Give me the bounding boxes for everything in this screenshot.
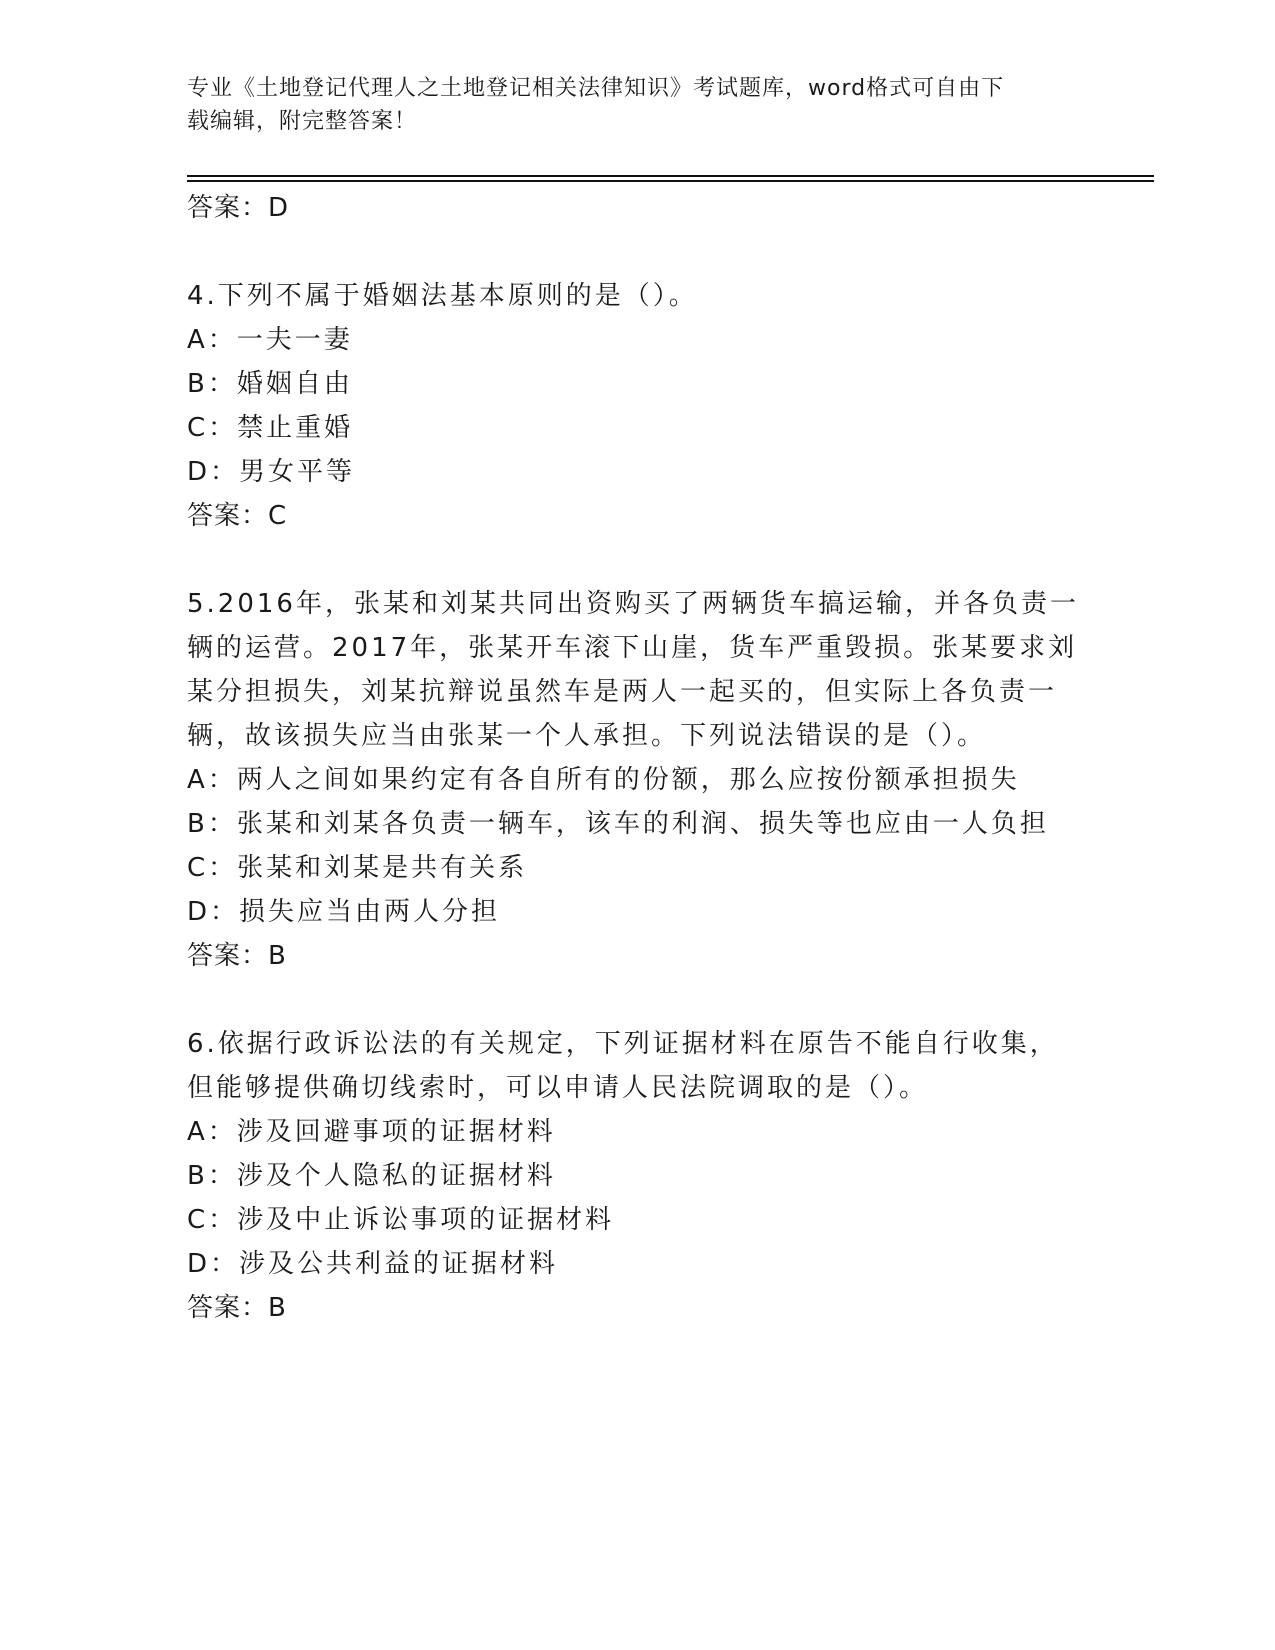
header-divider-bottom [187,180,1154,182]
option-a: A：涉及回避事项的证据材料 [187,1117,556,1147]
option-d: D：涉及公共利益的证据材料 [187,1249,559,1279]
option-d: D：男女平等 [187,457,356,487]
question-stem: 4.下列不属于婚姻法基本原则的是（）。 [187,281,698,311]
question-stem-line: 6.依据行政诉讼法的有关规定，下列证据材料在原告不能自行收集， [187,1029,1059,1059]
answer-previous: 答案：D [187,193,290,223]
option-b: B：涉及个人隐私的证据材料 [187,1161,556,1191]
option-c: C：涉及中止诉讼事项的证据材料 [187,1205,615,1235]
option-a: A：两人之间如果约定有各自所有的份额，那么应按份额承担损失 [187,765,1020,795]
question-stem-line: 辆的运营。2017年，张某开车滚下山崖，货车严重毁损。张某要求刘 [187,633,1078,663]
option-d: D：损失应当由两人分担 [187,897,501,927]
option-c: C：张某和刘某是共有关系 [187,853,528,883]
option-b: B：婚姻自由 [187,369,353,399]
header-line-2: 载编辑，附完整答案！ [187,109,418,134]
question-stem-line: 某分担损失，刘某抗辩说虽然车是两人一起买的，但实际上各负责一 [187,677,1058,707]
header-line-1: 专业《土地登记代理人之土地登记相关法律知识》考试题库，word格式可自由下 [187,76,1005,101]
document-header [187,72,1077,138]
answer: 答案：B [187,1293,287,1323]
answer: 答案：B [187,941,287,971]
question-stem-line: 5.2016年，张某和刘某共同出资购买了两辆货车搞运输，并各负责一 [187,589,1079,619]
header-divider-top [187,175,1154,177]
option-c: C：禁止重婚 [187,413,354,443]
option-a: A：一夫一妻 [187,325,353,355]
option-b: B：张某和刘某各负责一辆车，该车的利润、损失等也应由一人负担 [187,809,1049,839]
answer: 答案：C [187,501,288,531]
question-stem-line: 但能够提供确切线索时，可以申请人民法院调取的是（）。 [187,1073,929,1103]
question-stem-line: 辆，故该损失应当由张某一个人承担。下列说法错误的是（）。 [187,721,987,751]
